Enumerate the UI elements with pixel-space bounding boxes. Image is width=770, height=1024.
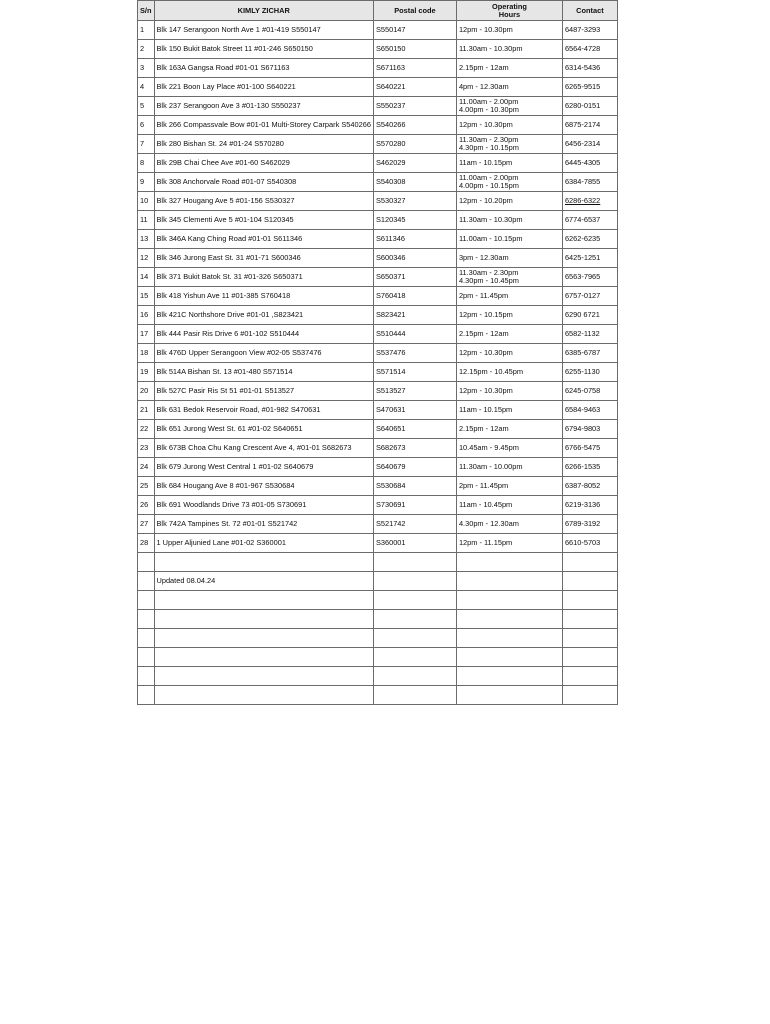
row-postal: S530684 (373, 477, 456, 496)
table-row (138, 344, 618, 363)
row-address: Blk 346A Kang Ching Road #01-01 S611346 (154, 230, 373, 249)
row-contact: 6385-6787 (562, 344, 617, 363)
row-postal: S650150 (373, 40, 456, 59)
table-row (138, 97, 618, 116)
row-sn: 28 (138, 534, 155, 553)
row-contact: 6564-4728 (562, 40, 617, 59)
row-postal: S730691 (373, 496, 456, 515)
row-postal: S571514 (373, 363, 456, 382)
row-sn: 16 (138, 306, 155, 325)
empty-cell (562, 591, 617, 610)
row-address: Blk 163A Gangsa Road #01-01 S671163 (154, 59, 373, 78)
empty-cell (373, 686, 456, 705)
row-postal: S640679 (373, 458, 456, 477)
row-sn: 25 (138, 477, 155, 496)
row-address: Blk 327 Hougang Ave 5 #01-156 S530327 (154, 192, 373, 211)
row-sn: 24 (138, 458, 155, 477)
row-sn: 15 (138, 287, 155, 306)
row-address: Blk 742A Tampines St. 72 #01-01 S521742 (154, 515, 373, 534)
empty-row (138, 591, 618, 610)
table-row (138, 21, 618, 40)
empty-cell (456, 667, 562, 686)
empty-cell (138, 629, 155, 648)
row-contact: 6582-1132 (562, 325, 617, 344)
empty-cell (562, 667, 617, 686)
row-address: Blk 651 Jurong West St. 61 #01-02 S640651 (154, 420, 373, 439)
row-hours: 11.00am - 10.15pm (456, 230, 562, 249)
row-hours: 2pm - 11.45pm (456, 287, 562, 306)
row-address: Blk 280 Bishan St. 24 #01-24 S570280 (154, 135, 373, 154)
row-sn: 11 (138, 211, 155, 230)
table-row (138, 173, 618, 192)
row-sn: 13 (138, 230, 155, 249)
row-postal: S540266 (373, 116, 456, 135)
empty-row (138, 648, 618, 667)
row-sn: 8 (138, 154, 155, 173)
row-contact: 6219-3136 (562, 496, 617, 515)
outlet-table (137, 0, 618, 705)
table-row (138, 287, 618, 306)
header-row (138, 1, 618, 21)
row-sn: 27 (138, 515, 155, 534)
table-row (138, 78, 618, 97)
header-name: KIMLY ZICHAR (154, 1, 373, 21)
empty-cell (456, 591, 562, 610)
row-postal: S611346 (373, 230, 456, 249)
note-row (138, 572, 618, 591)
row-contact: 6875-2174 (562, 116, 617, 135)
empty-cell (138, 610, 155, 629)
row-hours: 10.45am - 9.45pm (456, 439, 562, 458)
row-address: Blk 691 Woodlands Drive 73 #01-05 S730691 (154, 496, 373, 515)
empty-cell (138, 648, 155, 667)
row-contact: 6584-9463 (562, 401, 617, 420)
row-address: Blk 29B Chai Chee Ave #01-60 S462029 (154, 154, 373, 173)
empty-cell (154, 610, 373, 629)
row-postal: S823421 (373, 306, 456, 325)
empty-cell (138, 686, 155, 705)
row-hours: 11.30am - 10.00pm (456, 458, 562, 477)
row-postal: S521742 (373, 515, 456, 534)
row-hours: 12pm - 11.15pm (456, 534, 562, 553)
row-contact: 6265-9515 (562, 78, 617, 97)
empty-cell (562, 572, 617, 591)
empty-cell (562, 610, 617, 629)
row-hours: 3pm - 12.30am (456, 249, 562, 268)
row-sn: 23 (138, 439, 155, 458)
row-contact: 6262-6235 (562, 230, 617, 249)
empty-cell (456, 629, 562, 648)
row-postal: S760418 (373, 287, 456, 306)
table-body (138, 21, 618, 705)
table-row (138, 401, 618, 420)
row-postal: S550147 (373, 21, 456, 40)
row-address: Blk 444 Pasir Ris Drive 6 #01-102 S510444 (154, 325, 373, 344)
row-address: Blk 345 Clementi Ave 5 #01-104 S120345 (154, 211, 373, 230)
table-row (138, 496, 618, 515)
row-sn: 26 (138, 496, 155, 515)
row-hours: 2.15pm - 12am (456, 325, 562, 344)
row-hours: 12pm - 10.30pm (456, 21, 562, 40)
table-row (138, 534, 618, 553)
table-row (138, 154, 618, 173)
row-sn: 2 (138, 40, 155, 59)
table-row (138, 458, 618, 477)
row-postal: S570280 (373, 135, 456, 154)
row-address: Blk 237 Serangoon Ave 3 #01-130 S550237 (154, 97, 373, 116)
empty-cell (456, 553, 562, 572)
row-sn: 19 (138, 363, 155, 382)
empty-row (138, 686, 618, 705)
empty-cell (456, 686, 562, 705)
empty-cell (562, 686, 617, 705)
row-hours: 12pm - 10.30pm (456, 344, 562, 363)
empty-cell (154, 648, 373, 667)
row-sn: 18 (138, 344, 155, 363)
row-sn: 5 (138, 97, 155, 116)
empty-cell (456, 572, 562, 591)
row-sn: 7 (138, 135, 155, 154)
empty-cell (562, 553, 617, 572)
row-contact: 6610-5703 (562, 534, 617, 553)
empty-cell (154, 591, 373, 610)
empty-cell (154, 629, 373, 648)
row-hours: 2pm - 11.45pm (456, 477, 562, 496)
row-address: 1 Upper Aljunied Lane #01-02 S360001 (154, 534, 373, 553)
empty-cell (373, 629, 456, 648)
empty-cell (456, 610, 562, 629)
row-address: Blk 421C Northshore Drive #01-01 ,S823421 (154, 306, 373, 325)
table-row (138, 439, 618, 458)
empty-cell (373, 591, 456, 610)
row-contact: 6255-1130 (562, 363, 617, 382)
table-row (138, 325, 618, 344)
table-row (138, 363, 618, 382)
row-contact: 6487-3293 (562, 21, 617, 40)
row-contact: 6774-6537 (562, 211, 617, 230)
row-address: Blk 150 Bukit Batok Street 11 #01-246 S650150 (154, 40, 373, 59)
empty-row (138, 553, 618, 572)
table-row (138, 230, 618, 249)
row-postal: S513527 (373, 382, 456, 401)
row-contact: 6563-7965 (562, 268, 617, 287)
updated-note: Updated 08.04.24 (154, 572, 373, 591)
empty-row (138, 667, 618, 686)
row-postal: S510444 (373, 325, 456, 344)
row-hours: 4pm - 12.30am (456, 78, 562, 97)
row-address: Blk 679 Jurong West Central 1 #01-02 S640679 (154, 458, 373, 477)
empty-cell (562, 648, 617, 667)
row-contact: 6445-4305 (562, 154, 617, 173)
row-contact: 6290 6721 (562, 306, 617, 325)
row-postal: S640221 (373, 78, 456, 97)
row-address: Blk 371 Bukit Batok St. 31 #01-326 S650371 (154, 268, 373, 287)
row-address: Blk 527C Pasir Ris St 51 #01-01 S513527 (154, 382, 373, 401)
row-sn: 20 (138, 382, 155, 401)
table-row (138, 40, 618, 59)
empty-row (138, 629, 618, 648)
row-sn: 14 (138, 268, 155, 287)
row-postal: S540308 (373, 173, 456, 192)
row-postal: S550237 (373, 97, 456, 116)
row-hours: 11.30am - 2.30pm 4.30pm - 10.15pm (456, 135, 562, 154)
row-postal: S640651 (373, 420, 456, 439)
row-hours: 11.30am - 10.30pm (456, 40, 562, 59)
header-sn: S/n (138, 1, 155, 21)
row-postal: S120345 (373, 211, 456, 230)
row-contact: 6286-6322 (562, 192, 617, 211)
row-address: Blk 418 Yishun Ave 11 #01-385 S760418 (154, 287, 373, 306)
table-row (138, 211, 618, 230)
row-hours: 12pm - 10.30pm (456, 382, 562, 401)
row-contact: 6384-7855 (562, 173, 617, 192)
row-postal: S671163 (373, 59, 456, 78)
empty-cell (154, 553, 373, 572)
row-address: Blk 476D Upper Serangoon View #02-05 S537476 (154, 344, 373, 363)
row-sn: 1 (138, 21, 155, 40)
row-contact: 6789-3192 (562, 515, 617, 534)
row-contact: 6280-0151 (562, 97, 617, 116)
table-row (138, 306, 618, 325)
row-hours: 2.15pm - 12am (456, 59, 562, 78)
empty-cell (154, 686, 373, 705)
row-contact: 6387-8052 (562, 477, 617, 496)
empty-cell (373, 572, 456, 591)
header-hours: Operating Hours (456, 1, 562, 21)
empty-cell (138, 553, 155, 572)
empty-cell (138, 667, 155, 686)
table-row (138, 135, 618, 154)
row-address: Blk 147 Serangoon North Ave 1 #01-419 S550147 (154, 21, 373, 40)
row-address: Blk 631 Bedok Reservoir Road, #01-982 S470631 (154, 401, 373, 420)
empty-cell (154, 667, 373, 686)
row-address: Blk 673B Choa Chu Kang Crescent Ave 4, #01-01 S682673 (154, 439, 373, 458)
row-hours: 11.30am - 2.30pm 4.30pm - 10.45pm (456, 268, 562, 287)
empty-cell (138, 572, 155, 591)
table-row (138, 382, 618, 401)
table-row (138, 116, 618, 135)
table-row (138, 192, 618, 211)
table-row (138, 420, 618, 439)
row-contact: 6794-9803 (562, 420, 617, 439)
row-hours: 12pm - 10.20pm (456, 192, 562, 211)
row-address: Blk 221 Boon Lay Place #01-100 S640221 (154, 78, 373, 97)
row-sn: 4 (138, 78, 155, 97)
empty-row (138, 610, 618, 629)
row-hours: 12pm - 10.30pm (456, 116, 562, 135)
row-sn: 21 (138, 401, 155, 420)
row-sn: 9 (138, 173, 155, 192)
row-hours: 11am - 10.15pm (456, 154, 562, 173)
row-postal: S537476 (373, 344, 456, 363)
row-postal: S682673 (373, 439, 456, 458)
row-hours: 12pm - 10.15pm (456, 306, 562, 325)
empty-cell (373, 610, 456, 629)
table-row (138, 477, 618, 496)
table-row (138, 515, 618, 534)
row-hours: 11am - 10.15pm (456, 401, 562, 420)
table-row (138, 268, 618, 287)
row-postal: S470631 (373, 401, 456, 420)
row-contact: 6266-1535 (562, 458, 617, 477)
empty-cell (138, 591, 155, 610)
empty-cell (456, 648, 562, 667)
empty-cell (562, 629, 617, 648)
row-postal: S600346 (373, 249, 456, 268)
row-contact: 6314-5436 (562, 59, 617, 78)
table-row (138, 249, 618, 268)
row-postal: S530327 (373, 192, 456, 211)
row-contact: 6766-5475 (562, 439, 617, 458)
row-postal: S462029 (373, 154, 456, 173)
row-address: Blk 266 Compassvale Bow #01-01 Multi-Storey Carpark S540266 (154, 116, 373, 135)
row-sn: 12 (138, 249, 155, 268)
row-hours: 11am - 10.45pm (456, 496, 562, 515)
row-contact: 6425-1251 (562, 249, 617, 268)
empty-cell (373, 667, 456, 686)
row-hours: 11.30am - 10.30pm (456, 211, 562, 230)
row-hours: 11.00am - 2.00pm 4.00pm - 10.15pm (456, 173, 562, 192)
row-sn: 22 (138, 420, 155, 439)
row-hours: 12.15pm - 10.45pm (456, 363, 562, 382)
table-row (138, 59, 618, 78)
empty-cell (373, 648, 456, 667)
row-address: Blk 684 Hougang Ave 8 #01-967 S530684 (154, 477, 373, 496)
row-address: Blk 346 Jurong East St. 31 #01-71 S600346 (154, 249, 373, 268)
header-contact: Contact (562, 1, 617, 21)
row-contact: 6245-0758 (562, 382, 617, 401)
row-sn: 3 (138, 59, 155, 78)
empty-cell (373, 553, 456, 572)
row-address: Blk 308 Anchorvale Road #01-07 S540308 (154, 173, 373, 192)
row-sn: 6 (138, 116, 155, 135)
row-postal: S360001 (373, 534, 456, 553)
row-address: Blk 514A Bishan St. 13 #01-480 S571514 (154, 363, 373, 382)
row-sn: 17 (138, 325, 155, 344)
header-postal: Postal code (373, 1, 456, 21)
row-hours: 2.15pm - 12am (456, 420, 562, 439)
row-sn: 10 (138, 192, 155, 211)
row-postal: S650371 (373, 268, 456, 287)
row-hours: 11.00am - 2.00pm 4.00pm - 10.30pm (456, 97, 562, 116)
row-contact: 6456-2314 (562, 135, 617, 154)
row-contact: 6757-0127 (562, 287, 617, 306)
row-hours: 4.30pm - 12.30am (456, 515, 562, 534)
